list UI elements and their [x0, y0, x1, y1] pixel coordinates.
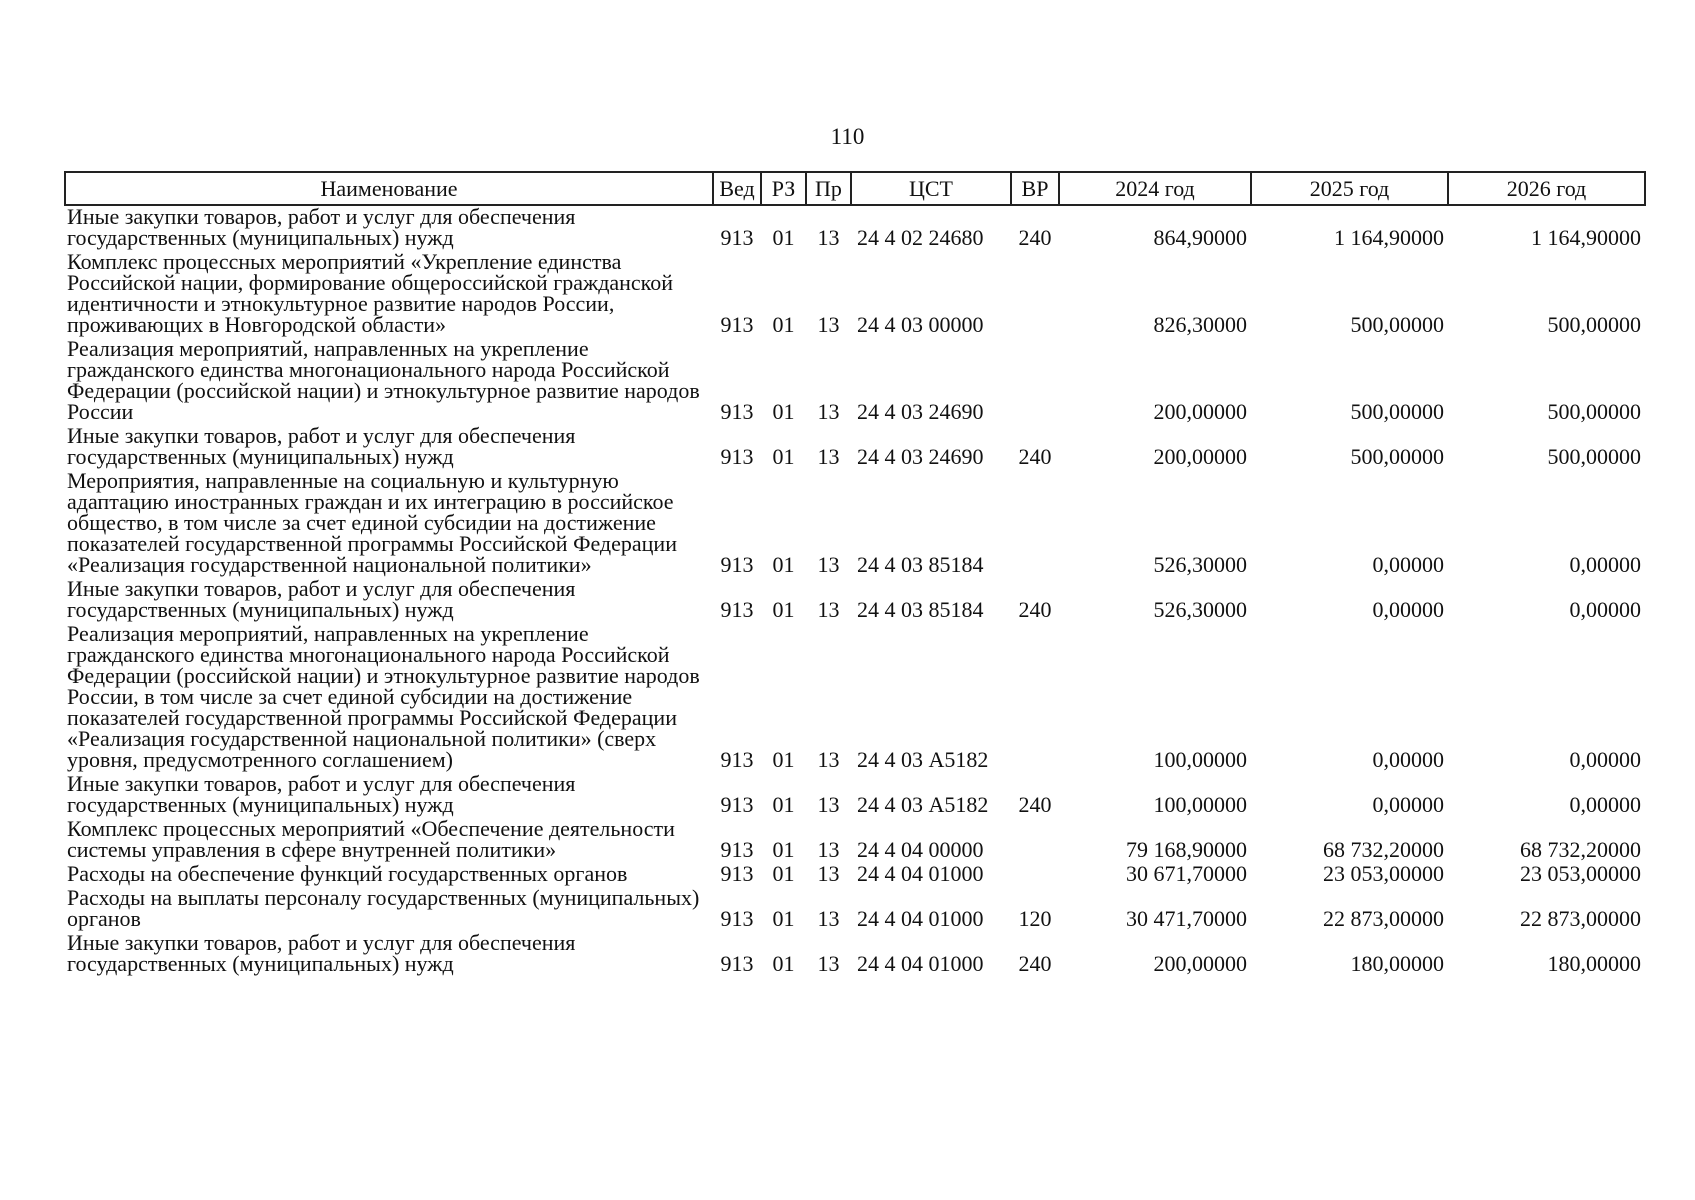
row-rz: 01	[772, 399, 795, 424]
table-row	[65, 623, 1645, 773]
row-2024: 100,00000	[1153, 792, 1247, 817]
row-name: Иные закупки товаров, работ и услуг для обеспечения государственных (муниципальных) нужд	[67, 204, 576, 250]
table-row	[65, 425, 1645, 470]
row-vr: 240	[1018, 444, 1052, 469]
row-vr	[1011, 470, 1059, 578]
table-row	[65, 205, 1645, 251]
row-2025: 22 873,00000	[1323, 906, 1444, 931]
row-cst: 24 4 04 01000	[857, 861, 984, 886]
table-row	[65, 578, 1645, 623]
row-2026: 22 873,00000	[1520, 906, 1641, 931]
row-ved: 913	[720, 444, 754, 469]
row-rz: 01	[772, 597, 795, 622]
row-vr: 240	[1018, 951, 1052, 976]
row-pr: 13	[817, 552, 840, 577]
row-2026: 500,00000	[1547, 312, 1641, 337]
table-row	[65, 470, 1645, 578]
row-cst: 24 4 03 24690	[857, 399, 984, 424]
header-vr: ВР	[1011, 172, 1059, 205]
row-ved: 913	[720, 597, 754, 622]
header-cst: ЦСТ	[851, 172, 1011, 205]
row-rz: 01	[772, 906, 795, 931]
row-name: Мероприятия, направленные на социальную и культурную адаптацию иностранных граждан и их интеграцию в российское общество, в том числе за счет единой субсидии на достижение показателей государственной программы Российской Федерации «Реализация государственной национальной политики»	[67, 468, 677, 577]
row-2026: 0,00000	[1569, 747, 1641, 772]
row-2025: 0,00000	[1372, 747, 1444, 772]
row-vr: 120	[1018, 906, 1052, 931]
row-2024: 100,00000	[1153, 747, 1247, 772]
row-2024: 30 671,70000	[1126, 861, 1247, 886]
header-row	[65, 172, 1645, 205]
row-2026: 68 732,20000	[1520, 837, 1641, 862]
row-name: Расходы на обеспечение функций государственных органов	[67, 861, 628, 886]
row-pr: 13	[817, 792, 840, 817]
row-cst: 24 4 03 85184	[857, 597, 984, 622]
row-rz: 01	[772, 444, 795, 469]
row-2026: 0,00000	[1569, 552, 1641, 577]
row-rz: 01	[772, 312, 795, 337]
page-number: 110	[830, 124, 865, 149]
table-body	[65, 205, 1645, 977]
row-2025: 0,00000	[1372, 792, 1444, 817]
row-pr: 13	[817, 951, 840, 976]
row-pr: 13	[817, 597, 840, 622]
row-name: Иные закупки товаров, работ и услуг для обеспечения государственных (муниципальных) нужд	[67, 576, 576, 622]
row-vr: 240	[1018, 225, 1052, 250]
row-2025: 500,00000	[1350, 444, 1444, 469]
table-row	[65, 251, 1645, 338]
row-2026: 500,00000	[1547, 444, 1641, 469]
row-ved: 913	[720, 552, 754, 577]
row-2025: 500,00000	[1350, 399, 1444, 424]
row-2024: 826,30000	[1153, 312, 1247, 337]
row-2024: 30 471,70000	[1126, 906, 1247, 931]
row-cst: 24 4 04 01000	[857, 951, 984, 976]
row-2026: 23 053,00000	[1520, 861, 1641, 886]
row-cst: 24 4 03 24690	[857, 444, 984, 469]
row-name: Иные закупки товаров, работ и услуг для обеспечения государственных (муниципальных) нужд	[67, 423, 576, 469]
row-ved: 913	[720, 747, 754, 772]
row-pr: 13	[817, 225, 840, 250]
row-2026: 1 164,90000	[1531, 225, 1641, 250]
row-vr: 240	[1018, 792, 1052, 817]
row-2024: 200,00000	[1153, 951, 1247, 976]
row-cst: 24 4 03 А5182	[857, 747, 989, 772]
row-2026: 500,00000	[1547, 399, 1641, 424]
row-cst: 24 4 04 00000	[857, 837, 984, 862]
row-2026: 0,00000	[1569, 792, 1641, 817]
row-cst: 24 4 03 00000	[857, 312, 984, 337]
row-rz: 01	[772, 747, 795, 772]
row-2026: 180,00000	[1547, 951, 1641, 976]
row-2024: 200,00000	[1153, 399, 1247, 424]
row-rz: 01	[772, 837, 795, 862]
table-row	[65, 338, 1645, 425]
header-ved: Вед	[713, 172, 761, 205]
row-rz: 01	[772, 225, 795, 250]
row-pr: 13	[817, 312, 840, 337]
row-pr: 13	[817, 444, 840, 469]
row-name: Комплекс процессных мероприятий «Обеспечение деятельности системы управления в сфере внутренней политики»	[67, 816, 675, 862]
row-ved: 913	[720, 906, 754, 931]
header-2026: 2026 год	[1448, 172, 1645, 205]
row-2025: 0,00000	[1372, 597, 1444, 622]
row-vr	[1011, 251, 1059, 338]
row-rz: 01	[772, 861, 795, 886]
row-2024: 200,00000	[1153, 444, 1247, 469]
row-2024: 526,30000	[1153, 597, 1247, 622]
table-row	[65, 818, 1645, 863]
header-2025: 2025 год	[1251, 172, 1448, 205]
header-name: Наименование	[65, 172, 713, 205]
row-vr	[1011, 338, 1059, 425]
row-pr: 13	[817, 861, 840, 886]
row-vr: 240	[1018, 597, 1052, 622]
row-rz: 01	[772, 951, 795, 976]
row-2024: 864,90000	[1153, 225, 1247, 250]
row-cst: 24 4 03 А5182	[857, 792, 989, 817]
row-name: Иные закупки товаров, работ и услуг для обеспечения государственных (муниципальных) нужд	[67, 771, 576, 817]
row-cst: 24 4 03 85184	[857, 552, 984, 577]
row-2024: 526,30000	[1153, 552, 1247, 577]
row-cst: 24 4 04 01000	[857, 906, 984, 931]
row-rz: 01	[772, 552, 795, 577]
row-2025: 1 164,90000	[1334, 225, 1444, 250]
row-vr	[1011, 818, 1059, 863]
row-2025: 180,00000	[1350, 951, 1444, 976]
row-ved: 913	[720, 225, 754, 250]
row-rz: 01	[772, 792, 795, 817]
row-ved: 913	[720, 312, 754, 337]
row-2026: 0,00000	[1569, 597, 1641, 622]
row-ved: 913	[720, 951, 754, 976]
budget-table	[64, 171, 1646, 977]
row-name: Иные закупки товаров, работ и услуг для обеспечения государственных (муниципальных) нужд	[67, 930, 576, 976]
table-row	[65, 932, 1645, 977]
header-rz: РЗ	[761, 172, 806, 205]
row-name: Комплекс процессных мероприятий «Укрепление единства Российской нации, формирование общероссийской гражданской идентичности и этнокультурное развитие народов России, проживающих в Новгородской области»	[67, 249, 674, 337]
table-header	[65, 172, 1645, 205]
row-2024: 79 168,90000	[1126, 837, 1247, 862]
row-ved: 913	[720, 399, 754, 424]
row-pr: 13	[817, 399, 840, 424]
row-vr	[1011, 623, 1059, 773]
table-row	[65, 773, 1645, 818]
row-pr: 13	[817, 906, 840, 931]
row-name: Реализация мероприятий, направленных на укрепление гражданского единства многонационального народа Российской Федерации (российской нации) и этнокультурное развитие народов России	[67, 336, 700, 424]
row-cst: 24 4 02 24680	[857, 225, 984, 250]
row-2025: 23 053,00000	[1323, 861, 1444, 886]
row-name: Расходы на выплаты персоналу государственных (муниципальных) органов	[67, 885, 700, 931]
row-pr: 13	[817, 747, 840, 772]
header-2024: 2024 год	[1059, 172, 1251, 205]
header-pr: Пр	[806, 172, 851, 205]
row-ved: 913	[720, 861, 754, 886]
table-row	[65, 887, 1645, 932]
row-ved: 913	[720, 837, 754, 862]
row-vr	[1011, 863, 1059, 887]
row-pr: 13	[817, 837, 840, 862]
table-row	[65, 863, 1645, 887]
row-name: Реализация мероприятий, направленных на укрепление гражданского единства многонационального народа Российской Федерации (российской нации) и этнокультурное развитие народов России, в том числе за счет единой субсидии на достижение показателей государственной программы Российской Федерации «Реализация государственной национальной политики» (сверх уровня, предусмотренного соглашением)	[67, 621, 700, 772]
row-ved: 913	[720, 792, 754, 817]
row-2025: 500,00000	[1350, 312, 1444, 337]
row-2025: 0,00000	[1372, 552, 1444, 577]
row-2025: 68 732,20000	[1323, 837, 1444, 862]
